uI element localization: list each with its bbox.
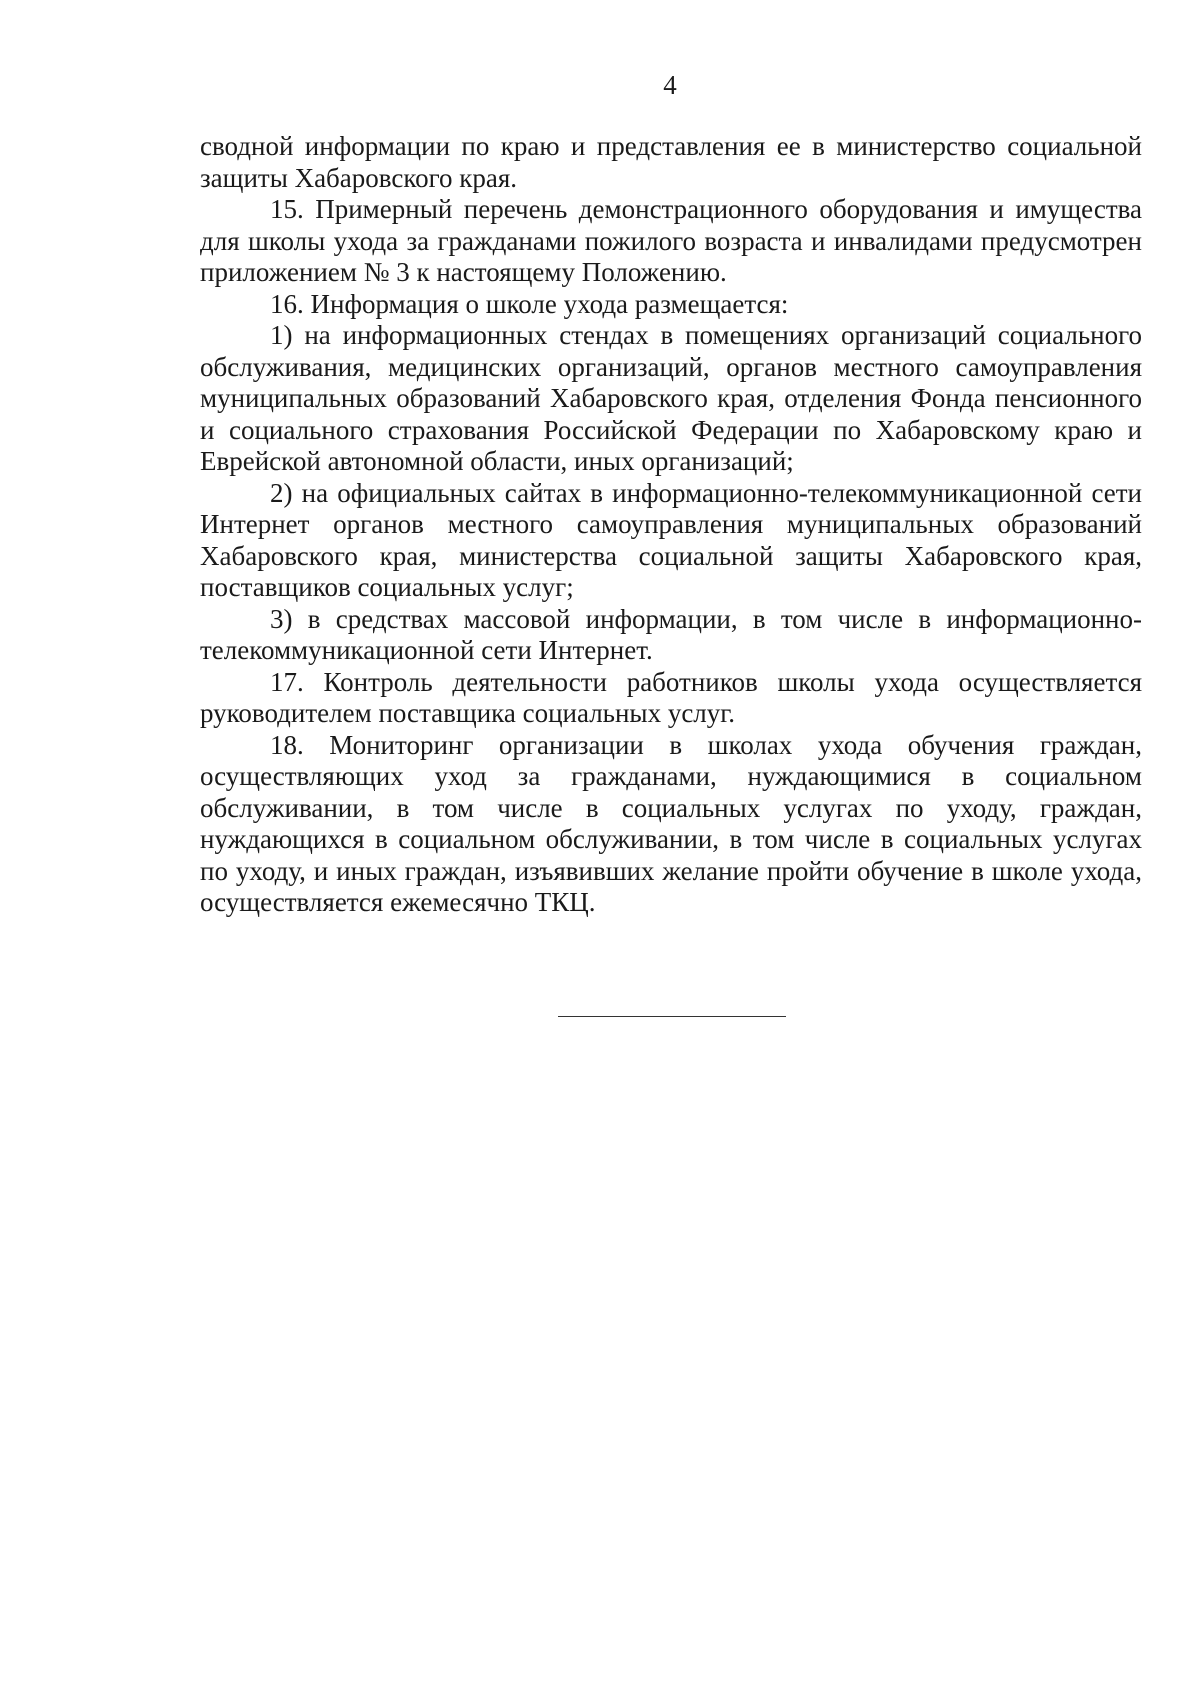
paragraph-16-item-2: 2) на официальных сайтах в информационно-телекоммуникационной сети Интернет органов местного самоуправления муниципальных образований Хабаровского края, министерства социальной защиты Хабаровского края, поставщиков социальных услуг;: [200, 477, 1142, 602]
paragraph-continuation: сводной информации по краю и представления ее в министерство социальной защиты Хабаровского края.: [200, 131, 1142, 193]
paragraph-16-item-1: 1) на информационных стендах в помещениях организаций социального обслуживания, медицинских организаций, органов местного самоуправления муниципальных образований Хабаровского края, отделения Фонда пенсионного и социального страхования Российской Федерации по Хабаровскому краю и Еврейской автономной области, иных организаций;: [200, 320, 1142, 476]
document-body: [200, 131, 1142, 919]
end-of-document-rule: [558, 1016, 786, 1017]
paragraph-17: 17. Контроль деятельности работников школы ухода осуществляется руководителем поставщика социальных услуг.: [200, 666, 1142, 728]
paragraph-18: 18. Мониторинг организации в школах ухода обучения граждан, осуществляющих уход за гражданами, нуждающимися в социальном обслуживании, в том числе в социальных услугах по уходу, граждан, нуждающихся в социальном обслуживании, в том числе в социальных услугах по уходу, и иных граждан, изъявивших желание пройти обучение в школе ухода, осуществляется ежемесячно ТКЦ.: [200, 729, 1142, 917]
paragraph-16: 16. Информация о школе ухода размещается:: [270, 288, 789, 319]
paragraph-16-item-3: 3) в средствах массовой информации, в том числе в информационно-телекоммуникационной сети Интернет.: [200, 603, 1142, 665]
page-number: 4: [663, 70, 677, 100]
paragraph-15: 15. Примерный перечень демонстрационного оборудования и имущества для школы ухода за гражданами пожилого возраста и инвалидами предусмотрен приложением № 3 к настоящему Положению.: [200, 194, 1142, 287]
